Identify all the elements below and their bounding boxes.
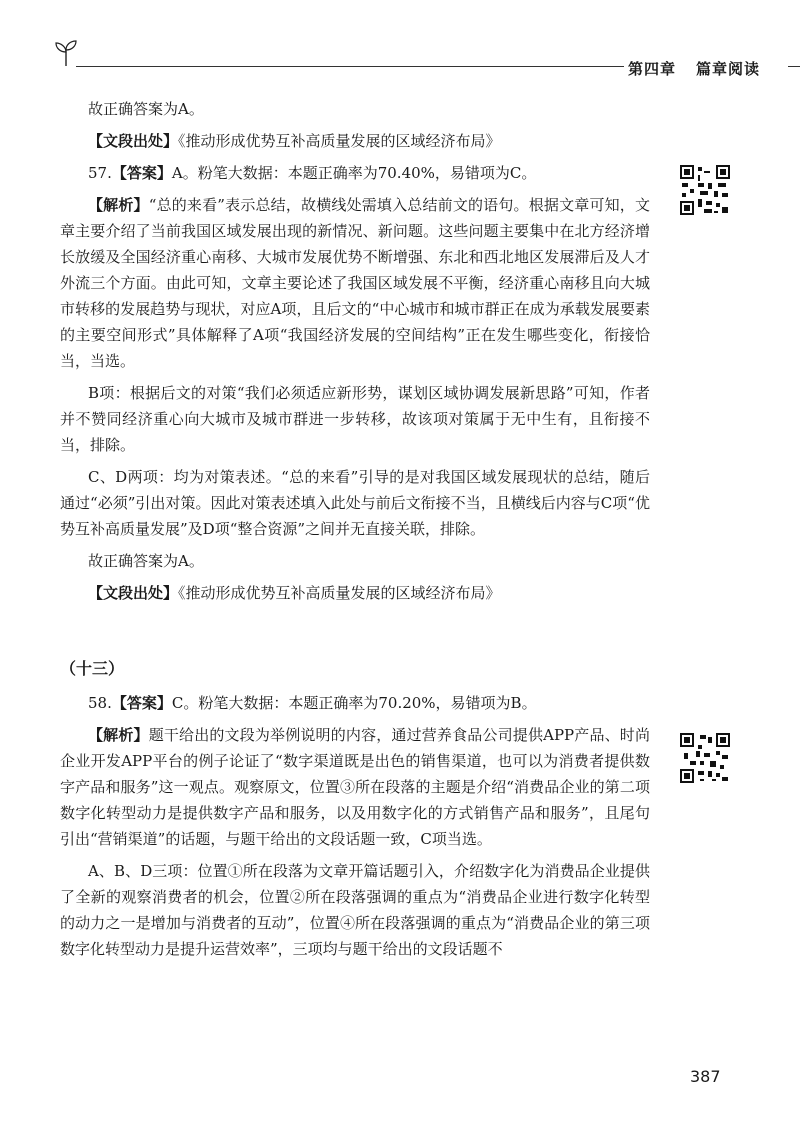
qr-code-icon bbox=[680, 733, 730, 783]
source-tag: 【文段出处】 bbox=[88, 132, 179, 150]
source-tag: 【文段出处】 bbox=[88, 584, 179, 602]
chapter-label: 第四章 bbox=[628, 60, 677, 78]
answer-text: A。粉笔大数据：本题正确率为70.40%，易错项为C。 bbox=[171, 164, 537, 182]
source-line bbox=[60, 128, 650, 154]
paragraph: B项：根据后文的对策“我们必须适应新形势，谋划区域协调发展新思路”可知，作者并不赞同经济重心向大城市及城市群进一步转移，故该项对策属于无中生有，且衔接不当，排除。 bbox=[60, 384, 650, 454]
paragraph: 故正确答案为A。 bbox=[88, 100, 204, 118]
answer-line bbox=[60, 160, 650, 186]
page-header bbox=[52, 28, 800, 78]
source-line bbox=[60, 580, 650, 606]
page-content bbox=[60, 96, 650, 962]
header-rule bbox=[76, 66, 624, 67]
question-number: 58. bbox=[88, 694, 112, 712]
source-text: 《推动形成优势互补高质量发展的区域经济布局》 bbox=[178, 132, 501, 150]
answer-tag: 【答案】 bbox=[111, 694, 172, 712]
analysis-paragraph bbox=[60, 192, 650, 374]
analysis-tag: 【解析】 bbox=[88, 726, 149, 744]
answer-line bbox=[60, 690, 650, 716]
question-number: 57. bbox=[88, 164, 112, 182]
sprout-icon bbox=[52, 38, 82, 68]
answer-text: C。粉笔大数据：本题正确率为70.20%，易错项为B。 bbox=[171, 694, 537, 712]
page-number: 387 bbox=[690, 1067, 721, 1086]
header-title bbox=[628, 58, 760, 79]
section-title: （十三） bbox=[60, 659, 125, 678]
paragraph: A、B、D三项：位置①所在段落为文章开篇话题引入，介绍数字化为消费品企业提供了全新的观察消费者的机会，位置②所在段落强调的重点为“消费品企业进行数字化转型的动力之一是增加与消费者的互动”，位置④所在段落强调的重点为“消费品企业的第三项数字化转型动力是提升运营效率”，三项均与题干给出的文段话题不 bbox=[60, 862, 650, 958]
source-text: 《推动形成优势互补高质量发展的区域经济布局》 bbox=[178, 584, 501, 602]
analysis-text: “总的来看”表示总结，故横线处需填入总结前文的语句。根据文章可知，文章主要介绍了当前我国区域发展出现的新情况、新问题。这些问题主要集中在北方经济增长放缓及全国经济重心南移、大城市发展优势不断增强、东北和西北地区发展滞后及人才外流三个方面。由此可知，文章主要论述了我国区域发展不平衡，经济重心南移且向大城市转移的发展趋势与现状，对应A项，且后文的“中心城市和城市群正在成为承载发展要素的主要空间形式”具体解释了A项“我国经济发展的空间结构”正在发生哪些变化，衔接恰当，当选。 bbox=[60, 196, 650, 370]
analysis-tag: 【解析】 bbox=[88, 196, 149, 214]
qr-code-icon bbox=[680, 165, 730, 215]
header-rule-tail bbox=[788, 66, 800, 67]
analysis-text: 题干给出的文段为举例说明的内容，通过营养食品公司提供APP产品、时尚企业开发APP平台的例子论证了“数字渠道既是出色的销售渠道，也可以为消费者提供数字产品和服务”这一观点。观察原文，位置③所在段落的主题是介绍“消费品企业的第二项数字化转型动力是提供数字产品和服务，以及用数字化的方式销售产品和服务”，且尾句引出“营销渠道”的话题，与题干给出的文段话题一致，C项当选。 bbox=[60, 726, 650, 848]
section-label: 篇章阅读 bbox=[696, 60, 761, 78]
paragraph: C、D两项：均为对策表述。“总的来看”引导的是对我国区域发展现状的总结，随后通过“必须”引出对策。因此对策表述填入此处与前后文衔接不当，且横线后内容与C项“优势互补高质量发展”及D项“整合资源”之间并无直接关联，排除。 bbox=[60, 468, 650, 538]
answer-tag: 【答案】 bbox=[111, 164, 172, 182]
paragraph: 故正确答案为A。 bbox=[88, 552, 204, 570]
analysis-paragraph bbox=[60, 722, 650, 852]
